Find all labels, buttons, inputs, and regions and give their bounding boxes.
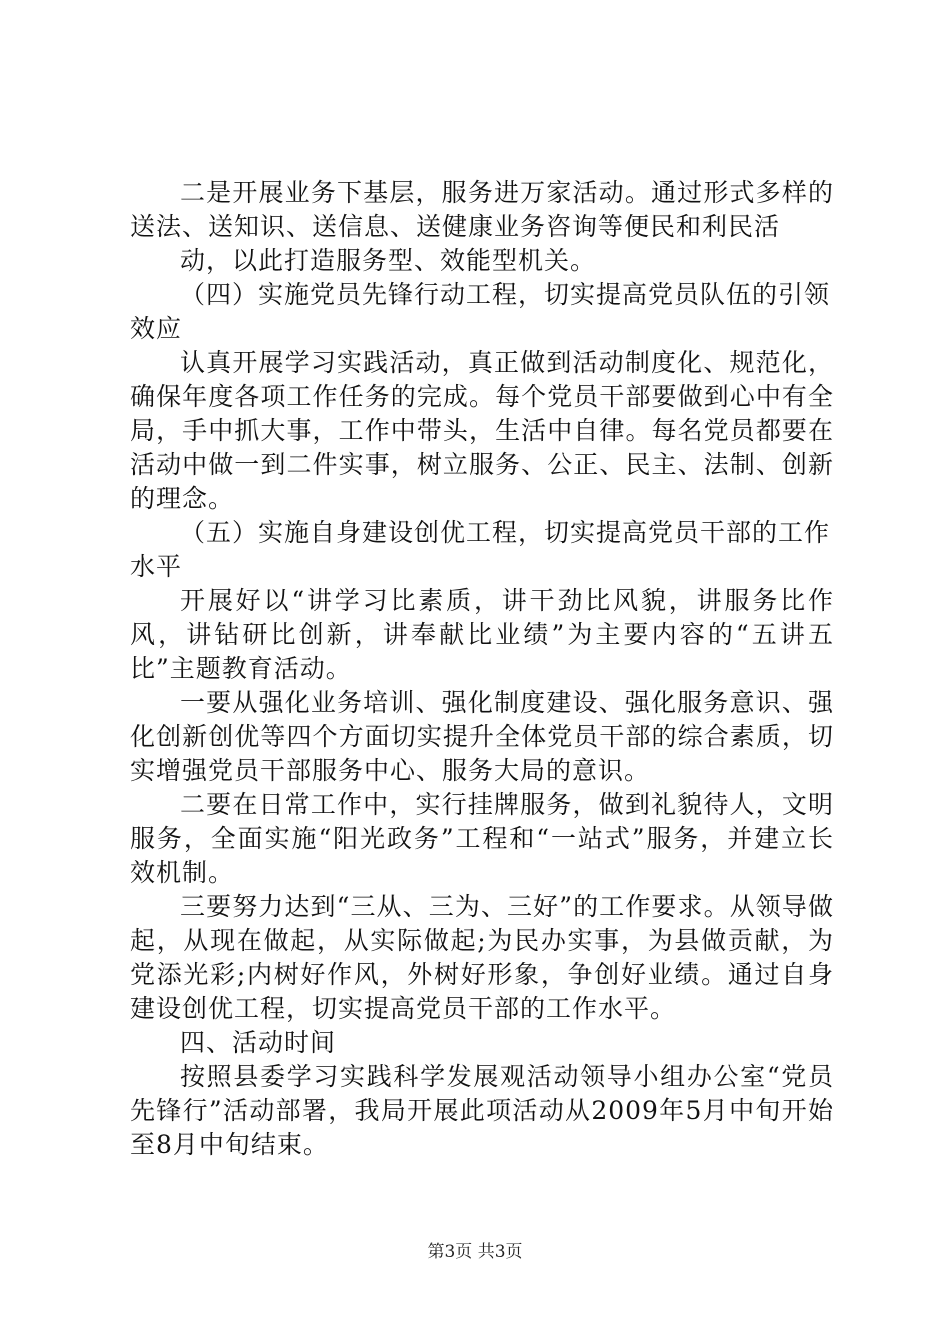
paragraph-third-requirement: 三要努力达到“三从、三为、三好”的工作要求。从领导做起，从现在做起，从实际做起;为民办实事，为县做贡献，为党添光彩;内树好作风，外树好形象，争创好业绩。通过自身建设创优工程，切实提高党员干部的工作水平。 — [130, 892, 834, 1023]
document-body — [130, 176, 834, 1162]
section-heading-activity-time: 四、活动时间 — [180, 1028, 337, 1057]
paragraph-second-requirement: 二要在日常工作中，实行挂牌服务，做到礼貌待人，文明服务，全面实施“阳光政务”工程和“一站式”服务，并建立长效机制。 — [130, 790, 834, 887]
page-footer: 第3页 共3页 — [427, 1242, 523, 1262]
section-heading-five: （五）实施自身建设创优工程，切实提高党员干部的工作水平 — [130, 518, 831, 581]
paragraph-service-to-grassroots: 二是开展业务下基层，服务进万家活动。通过形式多样的送法、送知识、送信息、送健康业务咨询等便民和利民活 — [130, 178, 834, 241]
paragraph-first-requirement: 一要从强化业务培训、强化制度建设、强化服务意识、强化创新创优等四个方面切实提升全体党员干部的综合素质，切实增强党员干部服务中心、服务大局的意识。 — [130, 688, 834, 785]
paragraph-study-practice: 认真开展学习实践活动，真正做到活动制度化、规范化，确保年度各项工作任务的完成。每个党员干部要做到心中有全局，手中抓大事，工作中带头，生活中自律。每名党员都要在活动中做一到二件实事，树立服务、公正、民主、法制、创新的理念。 — [130, 348, 834, 513]
paragraph-service-to-grassroots-continued: 动，以此打造服务型、效能型机关。 — [180, 246, 597, 275]
section-heading-four: （四）实施党员先锋行动工程，切实提高党员队伍的引领效应 — [130, 280, 831, 343]
paragraph-activity-schedule: 按照县委学习实践科学发展观活动领导小组办公室“党员先锋行”活动部署，我局开展此项活动从2009年5月中旬开始至8月中旬结束。 — [130, 1062, 834, 1159]
paragraph-five-talks-five-compare: 开展好以“讲学习比素质，讲干劲比风貌，讲服务比作风，讲钻研比创新，讲奉献比业绩”为主要内容的“五讲五比”主题教育活动。 — [130, 586, 834, 683]
